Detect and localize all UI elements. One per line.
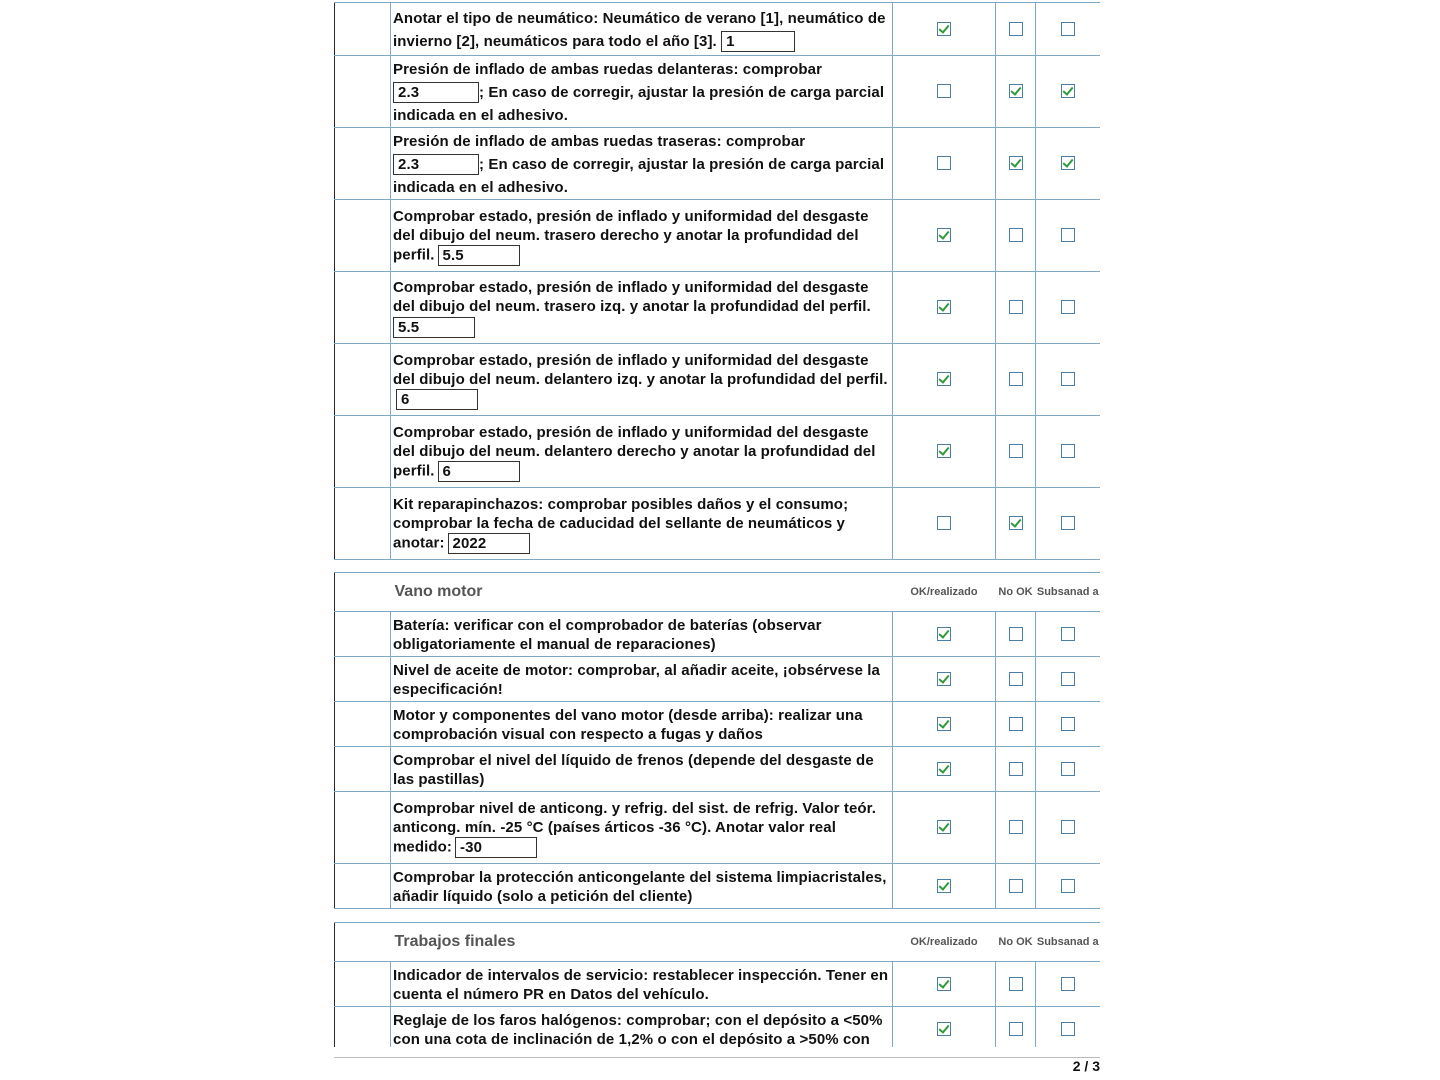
fix-checkbox[interactable] [1061,879,1075,893]
table-row [335,657,1101,702]
col-header-ok: OK/realizado [893,573,996,612]
ok-cell [893,864,996,909]
fix-cell [1036,657,1101,702]
fix-cell [1036,792,1101,864]
item-text [391,488,893,560]
item-label: Indicador de intervalos de servicio: restablecer inspección. Tener en cuenta el número PR en Datos del vehículo. [391,962,893,1007]
item-label: Batería: verificar con el comprobador de baterías (observar obligatoriamente el manual de reparaciones) [391,612,893,657]
nok-checkbox[interactable] [1009,156,1023,170]
ok-checkbox[interactable] [937,156,951,170]
table-row [335,344,1101,416]
item-label: Comprobar estado, presión de inflado y uniformidad del desgaste del dibujo del neum. delantero izq. y anotar la profundidad del perfil. [393,351,888,388]
nok-cell [996,272,1036,344]
nok-cell [996,864,1036,909]
nok-checkbox[interactable] [1009,228,1023,242]
col-header-fix: Subsanad a [1036,573,1101,612]
ok-cell [893,272,996,344]
ok-checkbox[interactable] [937,372,951,386]
row-marker [335,416,391,488]
row-marker [335,747,391,792]
row-marker [335,344,391,416]
fix-checkbox[interactable] [1061,672,1075,686]
fix-cell [1036,747,1101,792]
fix-checkbox[interactable] [1061,717,1075,731]
engine-bay-section [334,572,1100,909]
item-text [391,56,893,128]
fix-checkbox[interactable] [1061,300,1075,314]
ok-cell [893,416,996,488]
table-row [335,56,1101,128]
nok-checkbox[interactable] [1009,1022,1023,1036]
final-work-section [334,922,1100,1047]
item-label: Presión de inflado de ambas ruedas delanteras: comprobar [393,60,823,78]
nok-checkbox[interactable] [1009,717,1023,731]
fix-cell [1036,864,1101,909]
fix-cell [1036,272,1101,344]
tires-table [334,2,1100,560]
col-header-fix: Subsanad a [1036,923,1101,962]
table-row [335,200,1101,272]
fix-cell [1036,344,1101,416]
nok-cell [996,612,1036,657]
row-marker [335,56,391,128]
row-marker [335,864,391,909]
row-marker [335,792,391,864]
fix-checkbox[interactable] [1061,22,1075,36]
item-label: Comprobar nivel de anticong. y refrig. del sist. de refrig. Valor teór. anticong. mín. -25 °C (países árticos -36 °C). Anotar valor real medido: [393,799,877,855]
item-label: Comprobar la protección anticongelante del sistema limpiacristales, añadir líquido (solo a petición del cliente) [391,864,893,909]
table-row [335,747,1101,792]
section-header [335,573,1101,612]
table-row [335,3,1101,56]
item-label: Reglaje de los faros halógenos: comprobar; con el depósito a <50% con una cota de inclinación de 1,2% o con el depósito a >50% con [391,1007,893,1048]
col-header-nok: No OK [996,923,1036,962]
table-row [335,962,1101,1007]
ok-checkbox[interactable] [937,22,951,36]
table-row [335,416,1101,488]
section-title: Vano motor [391,573,893,612]
ok-checkbox[interactable] [937,627,951,641]
col-header-nok: No OK [996,573,1036,612]
fix-cell [1036,612,1101,657]
fix-checkbox[interactable] [1061,820,1075,834]
item-label: Comprobar estado, presión de inflado y uniformidad del desgaste del dibujo del neum. trasero derecho y anotar la profundidad del perfil. [393,207,869,263]
nok-checkbox[interactable] [1009,22,1023,36]
item-label: Anotar el tipo de neumático: Neumático de verano [1], neumático de invierno [2], neumáticos para todo el año [3]. [393,9,886,50]
item-label: Motor y componentes del vano motor (desde arriba): realizar una comprobación visual con respecto a fugas y daños [391,702,893,747]
nok-cell [996,200,1036,272]
nok-cell [996,416,1036,488]
row-marker [335,657,391,702]
value-field[interactable]: 6 [438,461,520,482]
nok-checkbox[interactable] [1009,444,1023,458]
fix-cell [1036,962,1101,1007]
ok-cell [893,702,996,747]
ok-checkbox[interactable] [937,879,951,893]
section-title: Trabajos finales [391,923,893,962]
ok-cell [893,200,996,272]
ok-cell [893,612,996,657]
item-label-tail: ; En caso de corregir, ajustar la presión de carga parcial indicada en el adhesivo. [393,83,885,124]
nok-checkbox[interactable] [1009,84,1023,98]
ok-cell [893,792,996,864]
fix-checkbox[interactable] [1061,516,1075,530]
ok-checkbox[interactable] [937,1022,951,1036]
row-marker [335,612,391,657]
value-field[interactable]: 2.3 [393,154,479,175]
value-field[interactable]: 2.3 [393,82,479,103]
ok-cell [893,657,996,702]
header-spacer [335,573,391,612]
row-marker [335,702,391,747]
col-header-ok: OK/realizado [893,923,996,962]
fix-checkbox[interactable] [1061,627,1075,641]
item-text [391,272,893,344]
ok-checkbox[interactable] [937,977,951,991]
row-marker [335,272,391,344]
nok-cell [996,3,1036,56]
ok-cell [893,1007,996,1048]
value-field[interactable]: -30 [455,837,537,858]
item-label: Nivel de aceite de motor: comprobar, al añadir aceite, ¡obsérvese la especificación! [391,657,893,702]
ok-checkbox[interactable] [937,516,951,530]
header-spacer [335,923,391,962]
fix-cell [1036,128,1101,200]
nok-cell [996,488,1036,560]
row-marker [335,200,391,272]
fix-cell [1036,702,1101,747]
nok-checkbox[interactable] [1009,372,1023,386]
ok-checkbox[interactable] [937,84,951,98]
fix-checkbox[interactable] [1061,228,1075,242]
ok-cell [893,56,996,128]
table-row [335,702,1101,747]
ok-checkbox[interactable] [937,444,951,458]
item-text [391,344,893,416]
item-text [391,128,893,200]
footer-rule [334,1057,1100,1058]
nok-cell [996,56,1036,128]
item-label: Presión de inflado de ambas ruedas traseras: comprobar [393,132,806,150]
nok-cell [996,1007,1036,1048]
ok-cell [893,128,996,200]
nok-checkbox[interactable] [1009,879,1023,893]
value-field[interactable]: 5.5 [393,317,475,338]
fix-cell [1036,3,1101,56]
item-label: Kit reparapinchazos: comprobar posibles daños y el consumo; comprobar la fecha de caducidad del sellante de neumáticos y anotar: [393,495,849,551]
ok-cell [893,344,996,416]
fix-cell [1036,1007,1101,1048]
ok-checkbox[interactable] [937,717,951,731]
row-marker [335,962,391,1007]
fix-checkbox[interactable] [1061,372,1075,386]
fix-checkbox[interactable] [1061,977,1075,991]
ok-cell [893,747,996,792]
value-field[interactable]: 2022 [448,533,530,554]
ok-checkbox[interactable] [937,672,951,686]
item-label: Comprobar estado, presión de inflado y uniformidad del desgaste del dibujo del neum. trasero izq. y anotar la profundidad del perfil. [393,278,871,315]
table-row [335,488,1101,560]
item-text [391,200,893,272]
table-row [335,864,1101,909]
item-text [391,792,893,864]
nok-cell [996,962,1036,1007]
item-label: Comprobar estado, presión de inflado y uniformidad del desgaste del dibujo del neum. delantero derecho y anotar la profundidad del perfil. [393,423,876,479]
fix-cell [1036,56,1101,128]
fix-cell [1036,488,1101,560]
nok-cell [996,657,1036,702]
item-label-tail: ; En caso de corregir, ajustar la presión de carga parcial indicada en el adhesivo. [393,155,885,196]
value-field[interactable]: 1 [721,31,795,52]
fix-checkbox[interactable] [1061,156,1075,170]
fix-checkbox[interactable] [1061,1022,1075,1036]
final-work-table [334,922,1100,1047]
tires-section [334,2,1100,560]
table-row [335,612,1101,657]
nok-cell [996,702,1036,747]
row-marker [335,1007,391,1048]
nok-checkbox[interactable] [1009,300,1023,314]
row-marker [335,3,391,56]
ok-checkbox[interactable] [937,300,951,314]
row-marker [335,488,391,560]
item-label: Comprobar el nivel del líquido de frenos (depende del desgaste de las pastillas) [391,747,893,792]
ok-cell [893,3,996,56]
ok-checkbox[interactable] [937,228,951,242]
table-row [335,272,1101,344]
section-header [335,923,1101,962]
nok-checkbox[interactable] [1009,820,1023,834]
row-marker [335,128,391,200]
item-text [391,3,893,56]
fix-checkbox[interactable] [1061,84,1075,98]
nok-checkbox[interactable] [1009,977,1023,991]
ok-cell [893,962,996,1007]
fix-cell [1036,416,1101,488]
nok-checkbox[interactable] [1009,672,1023,686]
nok-checkbox[interactable] [1009,627,1023,641]
ok-checkbox[interactable] [937,762,951,776]
engine-bay-table [334,572,1100,909]
checklist-page [334,0,1100,1047]
nok-checkbox[interactable] [1009,762,1023,776]
nok-cell [996,792,1036,864]
nok-cell [996,344,1036,416]
table-row [335,128,1101,200]
page-number: 2 / 3 [1072,1058,1100,1074]
fix-cell [1036,200,1101,272]
table-row [335,792,1101,864]
table-row [335,1007,1101,1048]
value-field[interactable]: 5.5 [438,245,520,266]
fix-checkbox[interactable] [1061,444,1075,458]
value-field[interactable]: 6 [396,389,478,410]
nok-checkbox[interactable] [1009,516,1023,530]
item-text [391,416,893,488]
nok-cell [996,747,1036,792]
ok-checkbox[interactable] [937,820,951,834]
fix-checkbox[interactable] [1061,762,1075,776]
nok-cell [996,128,1036,200]
ok-cell [893,488,996,560]
